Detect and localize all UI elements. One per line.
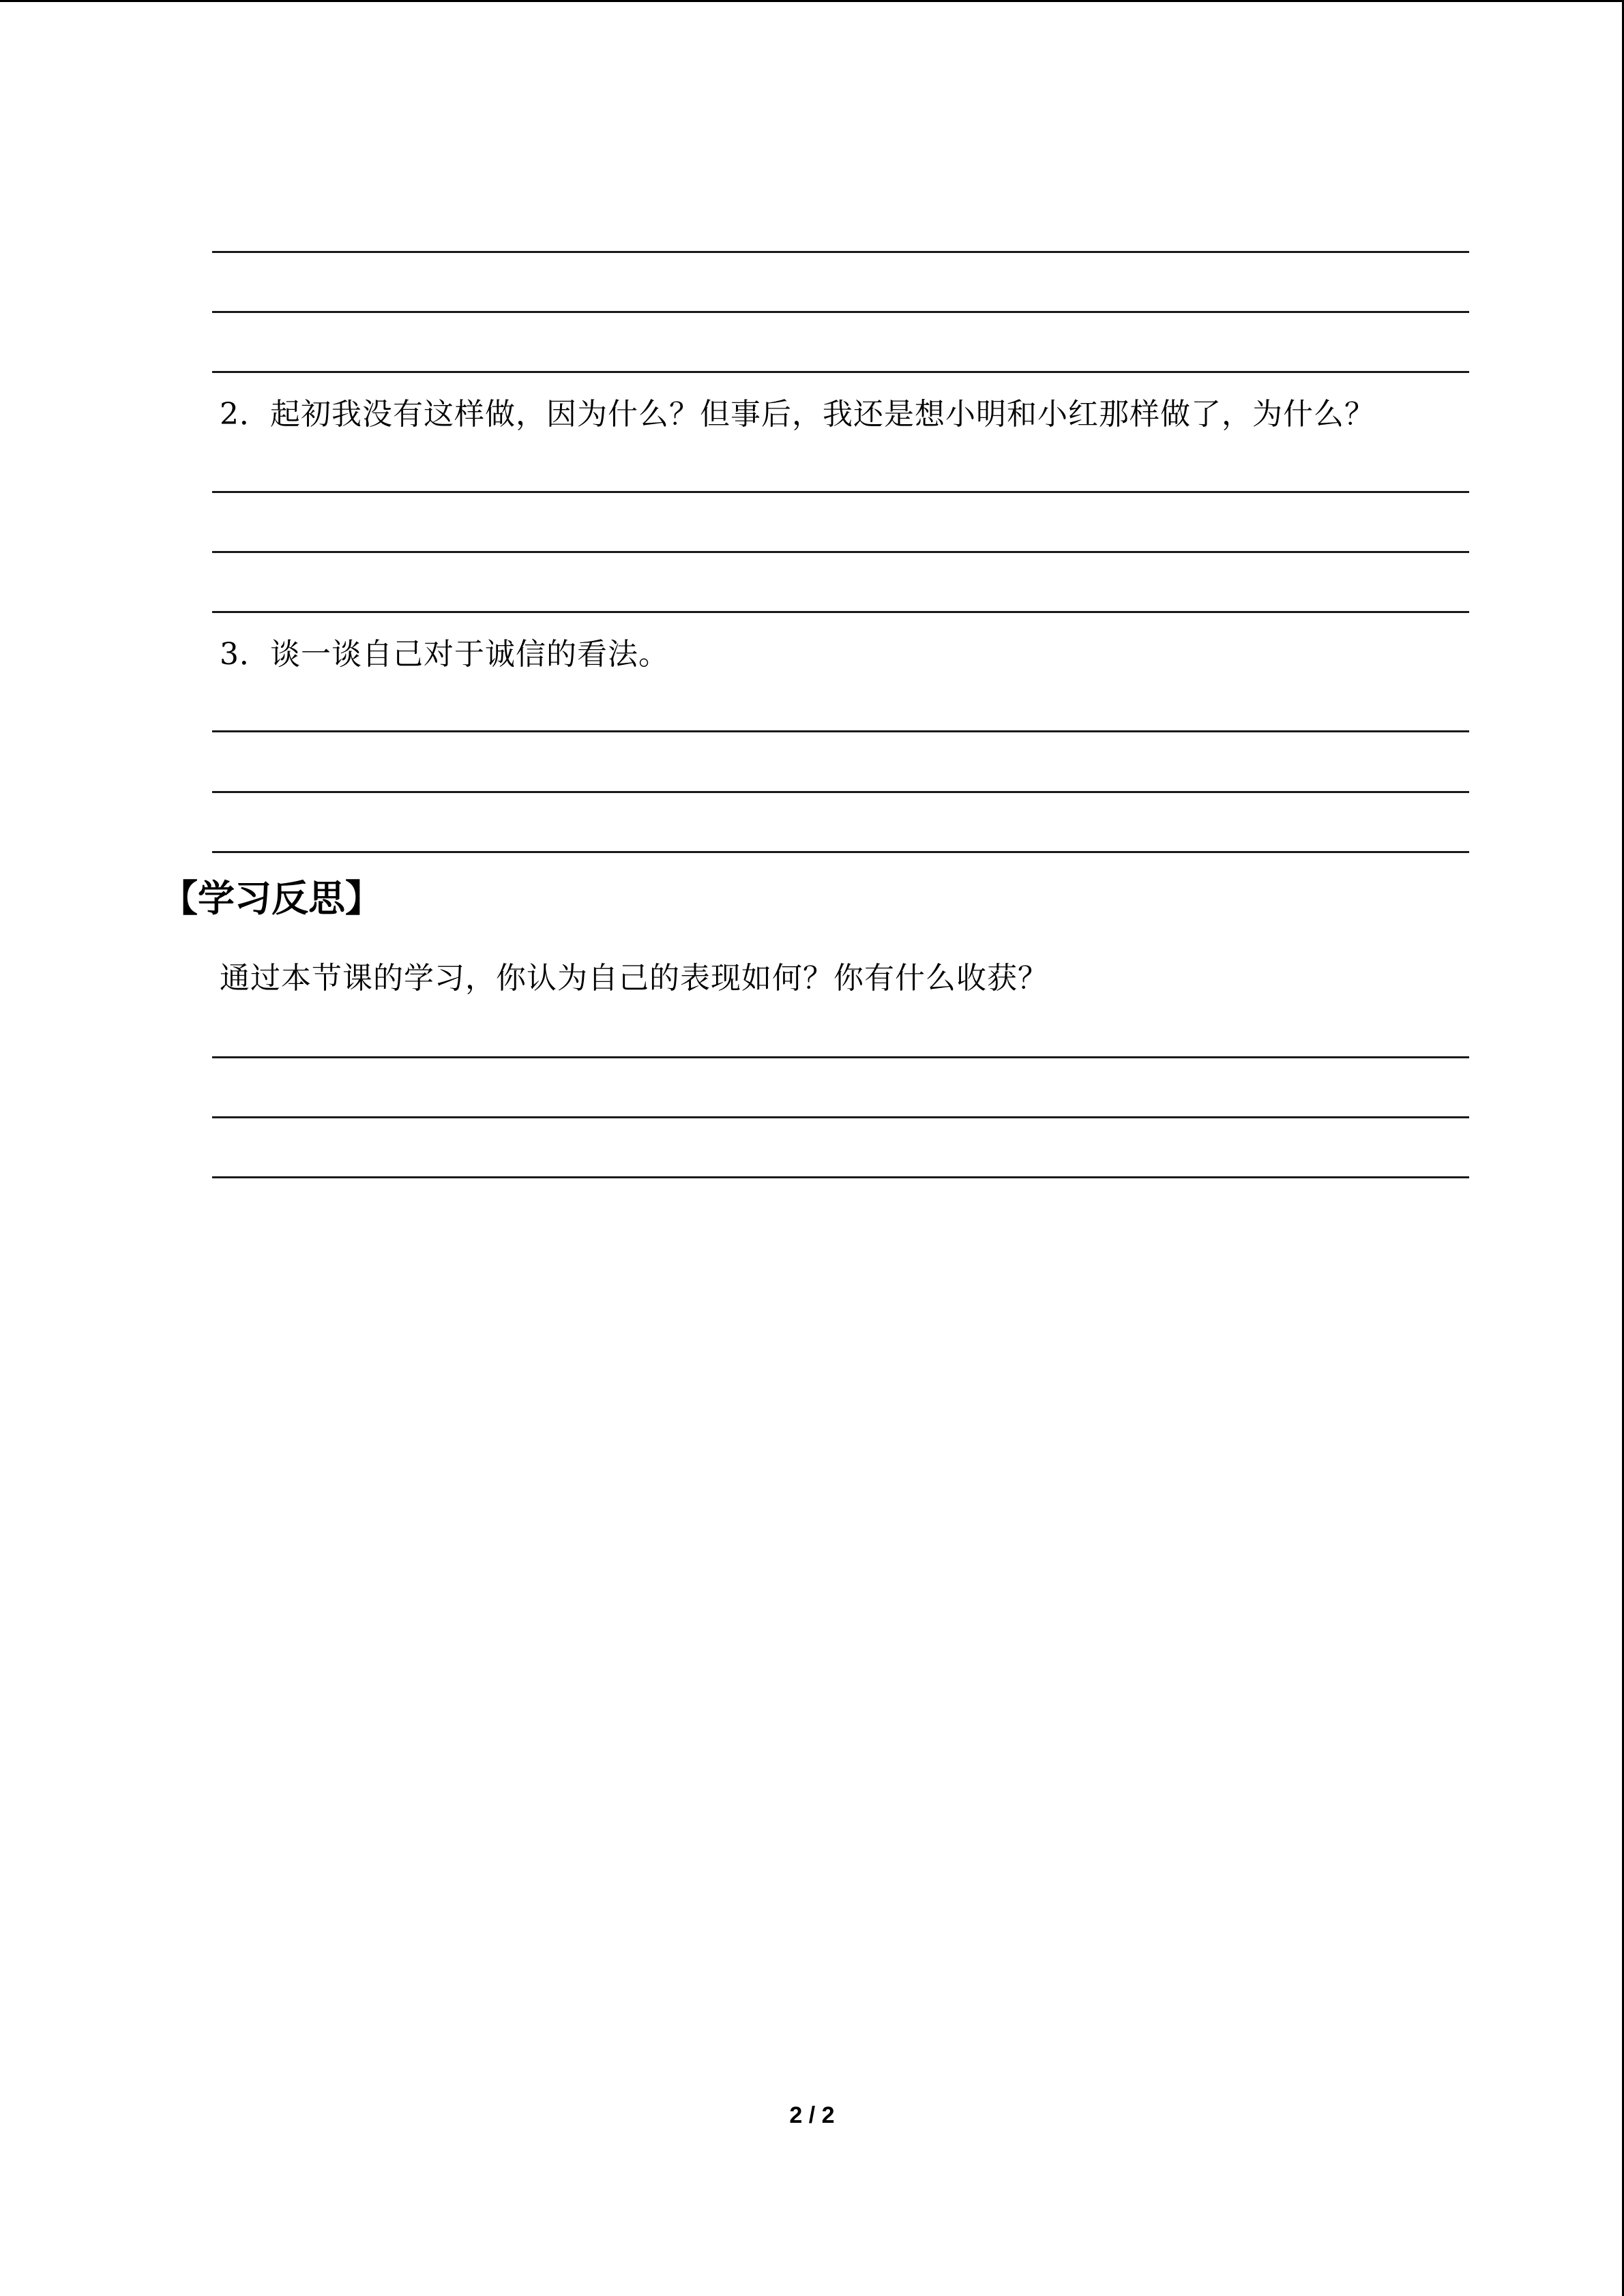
answer-line xyxy=(212,491,1469,493)
answer-line xyxy=(212,311,1469,313)
answer-line xyxy=(212,371,1469,373)
answer-line xyxy=(212,1176,1469,1178)
answer-line xyxy=(212,730,1469,732)
reflection-prompt: 通过本节课的学习，你认为自己的表现如何？你有什么收获？ xyxy=(220,961,1048,996)
section-title-reflection: 【学习反思】 xyxy=(161,877,382,920)
answer-line xyxy=(212,1056,1469,1058)
page-number: 2 / 2 xyxy=(789,2102,835,2128)
answer-line xyxy=(212,251,1469,253)
page-border-top xyxy=(0,0,1624,2)
answer-line xyxy=(212,1116,1469,1118)
answer-line xyxy=(212,791,1469,793)
question-3: 3．谈一谈自己对于诚信的看法。 xyxy=(220,637,669,672)
answer-line xyxy=(212,551,1469,553)
answer-line xyxy=(212,851,1469,853)
answer-line xyxy=(212,611,1469,613)
question-2: 2．起初我没有这样做，因为什么？但事后，我还是想小明和小红那样做了，为什么？ xyxy=(220,397,1375,432)
